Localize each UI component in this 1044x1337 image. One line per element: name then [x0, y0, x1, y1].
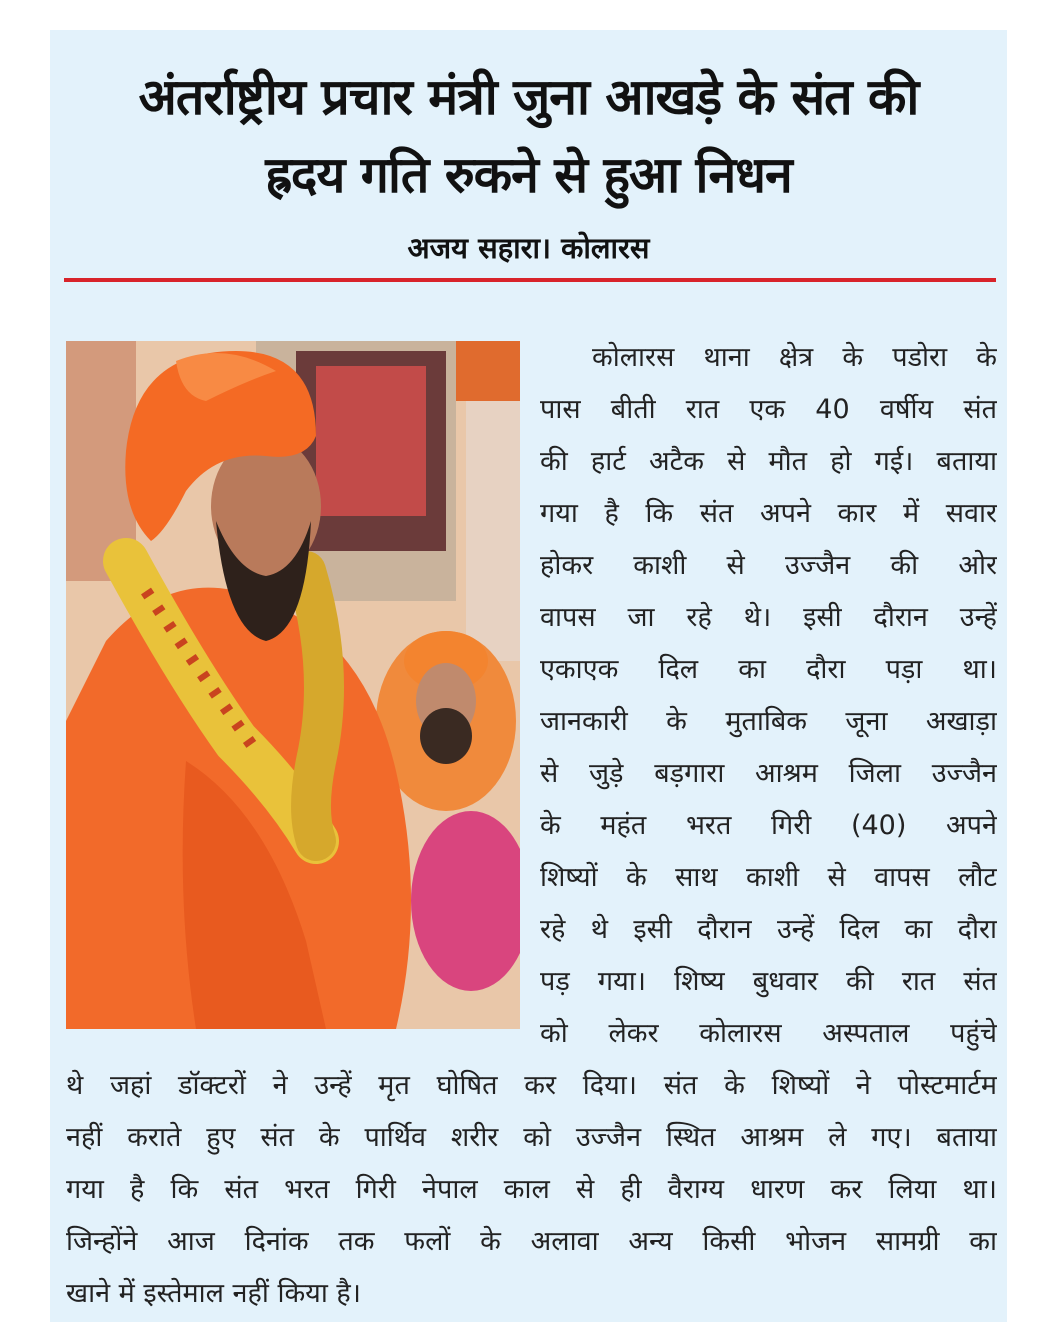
headline	[50, 58, 1007, 214]
body-line: कोलारस थाना क्षेत्र के पडोरा के	[592, 342, 997, 373]
body-line: थे जहां डॉक्टरों ने उन्हें मृत घोषित कर दिया। संत के शिष्यों ने पोस्टमार्टम	[66, 1070, 997, 1101]
body-line: होकर काशी से उज्जैन की ओर	[540, 550, 997, 581]
body-line: पड़ गया। शिष्य बुधवार की रात संत	[540, 966, 997, 997]
body-line: जानकारी के मुताबिक जूना अखाड़ा	[540, 706, 997, 737]
news-clipping	[50, 30, 1007, 1322]
headline-line-1: अंतर्राष्ट्रीय प्रचार मंत्री जुना आखड़े के संत की	[138, 68, 919, 126]
body-line: खाने में इस्तेमाल नहीं किया है।	[66, 1278, 361, 1309]
body-line: वापस जा रहे थे। इसी दौरान उन्हें	[540, 602, 997, 633]
body-line: के महंत भरत गिरी (40) अपने	[540, 810, 997, 841]
body-line: नहीं कराते हुए संत के पार्थिव शरीर को उज्जैन स्थित आश्रम ले गए। बताया	[66, 1122, 997, 1153]
body-line: को लेकर कोलारस अस्पताल पहुंचे	[540, 1018, 997, 1049]
body-line: रहे थे इसी दौरान उन्हें दिल का दौरा	[540, 914, 997, 945]
byline: अजय सहारा। कोलारस	[407, 231, 650, 265]
headline-line-2: ह्रदय गति रुकने से हुआ निधन	[265, 146, 792, 204]
body-line: पास बीती रात एक 40 वर्षीय संत	[540, 394, 997, 425]
body-line: से जुड़े बड़गारा आश्रम जिला उज्जैन	[540, 758, 997, 789]
body-line: जिन्होंने आज दिनांक तक फलों के अलावा अन्य किसी भोजन सामग्री का	[66, 1226, 997, 1257]
body-line: एकाएक दिल का दौरा पड़ा था।	[540, 654, 997, 685]
body-line: गया है कि संत अपने कार में सवार	[540, 498, 997, 529]
article-body	[66, 332, 997, 1320]
body-line: की हार्ट अटैक से मौत हो गई। बताया	[540, 446, 997, 477]
body-line: गया है कि संत भरत गिरी नेपाल काल से ही वैराग्य धारण कर लिया था।	[66, 1174, 997, 1205]
body-line: शिष्यों के साथ काशी से वापस लौट	[540, 862, 997, 893]
headline-divider	[64, 278, 996, 282]
